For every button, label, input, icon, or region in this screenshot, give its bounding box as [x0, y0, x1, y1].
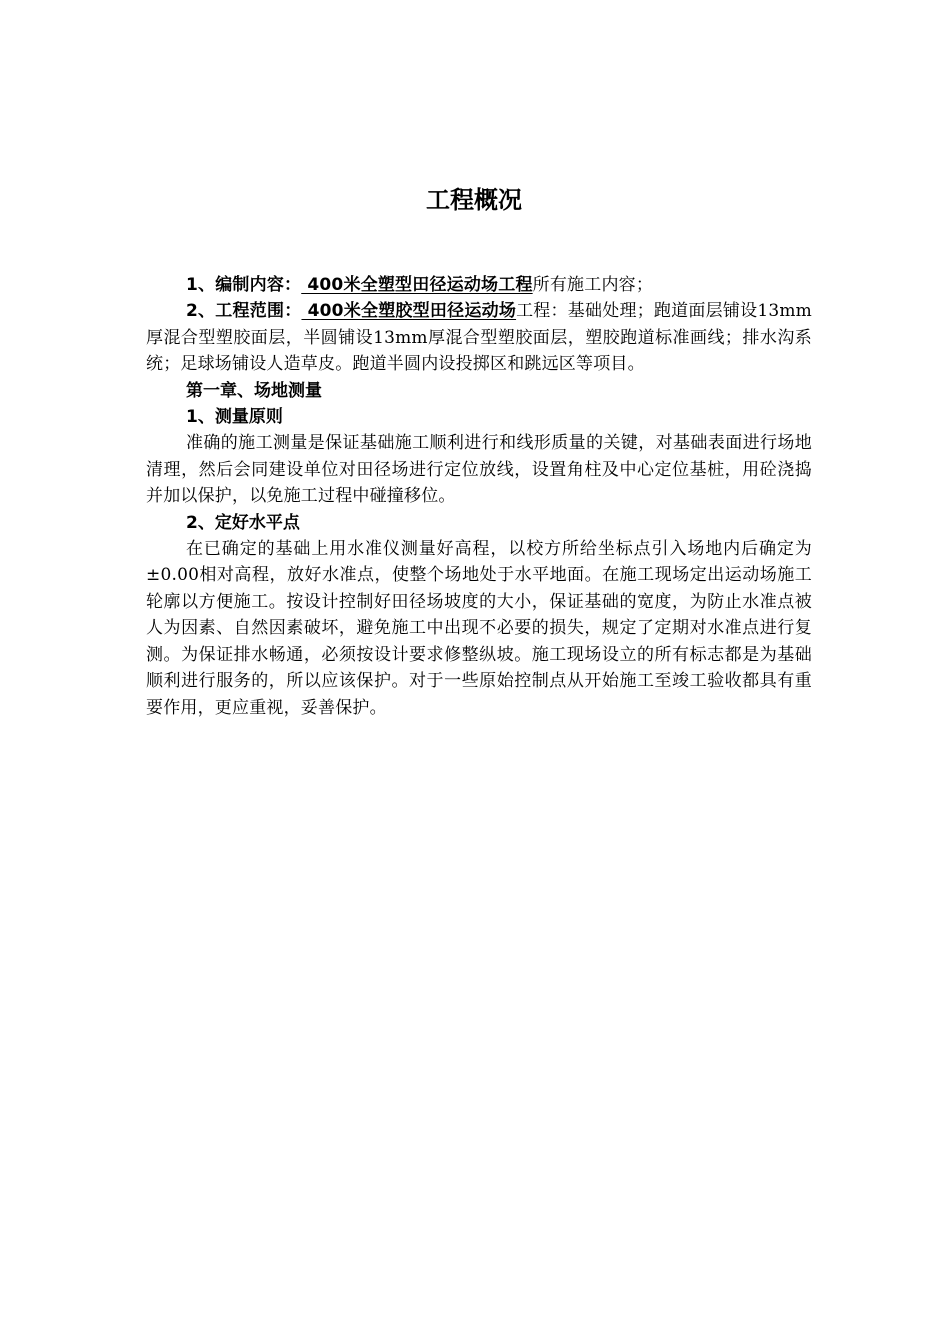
item1-rest: 所有施工内容；: [532, 275, 654, 295]
document-page: [146, 180, 812, 721]
item-compilation-content: [146, 272, 812, 298]
document-title: 工程概况: [426, 186, 522, 214]
section2-heading: 2、定好水平点: [186, 512, 300, 533]
chapter1-heading: 第一章、场地测量: [186, 380, 322, 401]
section2-body: 在已确定的基础上用水准仪测量好高程，以校方所给坐标点引入场地内后确定为±0.00相对高程，放好水准点，使整个场地处于水平地面。在施工现场定出运动场施工轮廓以方便施工。按设计控制好田径场坡度的大小，保证基础的宽度，为防止水准点被人为因素、自然因素破坏，避免施工中出现不必要的损失，规定了定期对水准点进行复测。为保证排水畅通，必须按设计要求修整纵坡。施工现场设立的所有标志都是为基础顺利进行服务的，所以应该保护。对于一些原始控制点从开始施工至竣工验收都具有重要作用，更应重视，妥善保护。: [146, 539, 812, 718]
section1-heading: 1、测量原则: [186, 407, 283, 428]
item2-project-name: 400米全塑胶型田径运动场: [301, 301, 517, 322]
item2-label: 2、工程范围：: [186, 301, 302, 322]
item2-rest: 工程：基础处理；跑道面层铺设13mm厚混合型塑胶面层，半圆铺设13mm厚混合型塑胶面层，塑胶跑道标准画线；排水沟系统；足球场铺设人造草皮。跑道半圆内设投掷区和跳远区等项目。: [146, 301, 812, 375]
item1-project-name: 400米全塑型田径运动场工程: [301, 275, 533, 295]
item-project-scope: [146, 298, 812, 377]
section1-body: 准确的施工测量是保证基础施工顺利进行和线形质量的关键，对基础表面进行场地清理，然后会同建设单位对田径场进行定位放线，设置角柱及中心定位基桩，用砼浇捣并加以保护，以免施工过程中碰撞移位。: [146, 433, 812, 507]
item1-label: 1、编制内容：: [186, 275, 302, 295]
